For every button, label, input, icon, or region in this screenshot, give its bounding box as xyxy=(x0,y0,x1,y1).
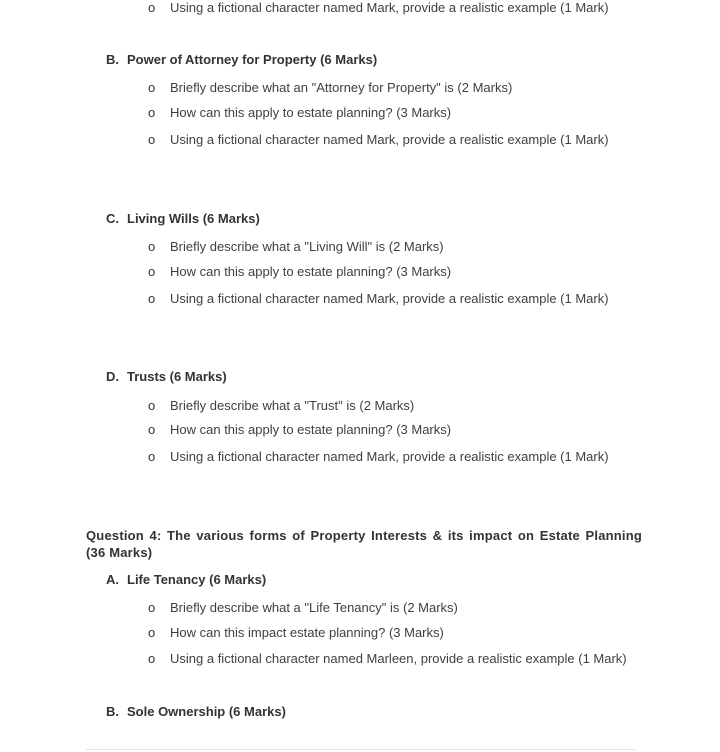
list-item-text: Using a fictional character named Marleen, provide a realistic example (1 Mark) xyxy=(170,651,627,666)
section-letter: D. xyxy=(106,369,119,384)
list-item-text: Using a fictional character named Mark, provide a realistic example (1 Mark) xyxy=(170,0,609,15)
list-item-text: How can this apply to estate planning? (3 Marks) xyxy=(170,422,452,437)
section-title-life-tenancy: Life Tenancy (6 Marks) xyxy=(127,572,267,587)
bullet-marker: o xyxy=(148,600,156,615)
list-item-text: Using a fictional character named Mark, provide a realistic example (1 Mark) xyxy=(170,449,609,464)
bullet-marker: o xyxy=(148,239,156,254)
list-item-text: Briefly describe what a "Living Will" is (2 Marks) xyxy=(170,239,444,254)
bullet-marker: o xyxy=(148,264,156,279)
section-letter: A. xyxy=(106,572,119,587)
section-title-sole-ownership: Sole Ownership (6 Marks) xyxy=(127,704,286,719)
divider xyxy=(86,749,636,750)
section-title-power-of-attorney: Power of Attorney for Property (6 Marks) xyxy=(127,52,378,67)
section-title-living-wills: Living Wills (6 Marks) xyxy=(127,211,260,226)
list-item-text: Briefly describe what a "Life Tenancy" is (2 Marks) xyxy=(170,600,458,615)
list-item-text: How can this impact estate planning? (3 Marks) xyxy=(170,625,444,640)
section-letter: B. xyxy=(106,704,119,719)
bullet-marker: o xyxy=(148,132,156,147)
list-item-text: Briefly describe what a "Trust" is (2 Marks) xyxy=(170,398,415,413)
list-item-text: Using a fictional character named Mark, provide a realistic example (1 Mark) xyxy=(170,132,609,147)
list-item-text: Briefly describe what an "Attorney for Property" is (2 Marks) xyxy=(170,80,513,95)
bullet-marker: o xyxy=(148,398,156,413)
bullet-marker: o xyxy=(148,291,156,306)
bullet-marker: o xyxy=(148,625,156,640)
bullet-marker: o xyxy=(148,105,156,120)
section-letter: C. xyxy=(106,211,119,226)
bullet-marker: o xyxy=(148,80,156,95)
section-letter: B. xyxy=(106,52,119,67)
question-4-heading: Question 4: The various forms of Property Interests & its impact on Estate Planning (36 Marks) xyxy=(86,528,642,560)
bullet-marker: o xyxy=(148,651,156,666)
list-item-text: How can this apply to estate planning? (3 Marks) xyxy=(170,105,452,120)
list-item-text: Using a fictional character named Mark, provide a realistic example (1 Mark) xyxy=(170,291,609,306)
bullet-marker: o xyxy=(148,0,156,15)
section-title-trusts: Trusts (6 Marks) xyxy=(127,369,227,384)
bullet-marker: o xyxy=(148,422,156,437)
bullet-marker: o xyxy=(148,449,156,464)
list-item-text: How can this apply to estate planning? (3 Marks) xyxy=(170,264,452,279)
